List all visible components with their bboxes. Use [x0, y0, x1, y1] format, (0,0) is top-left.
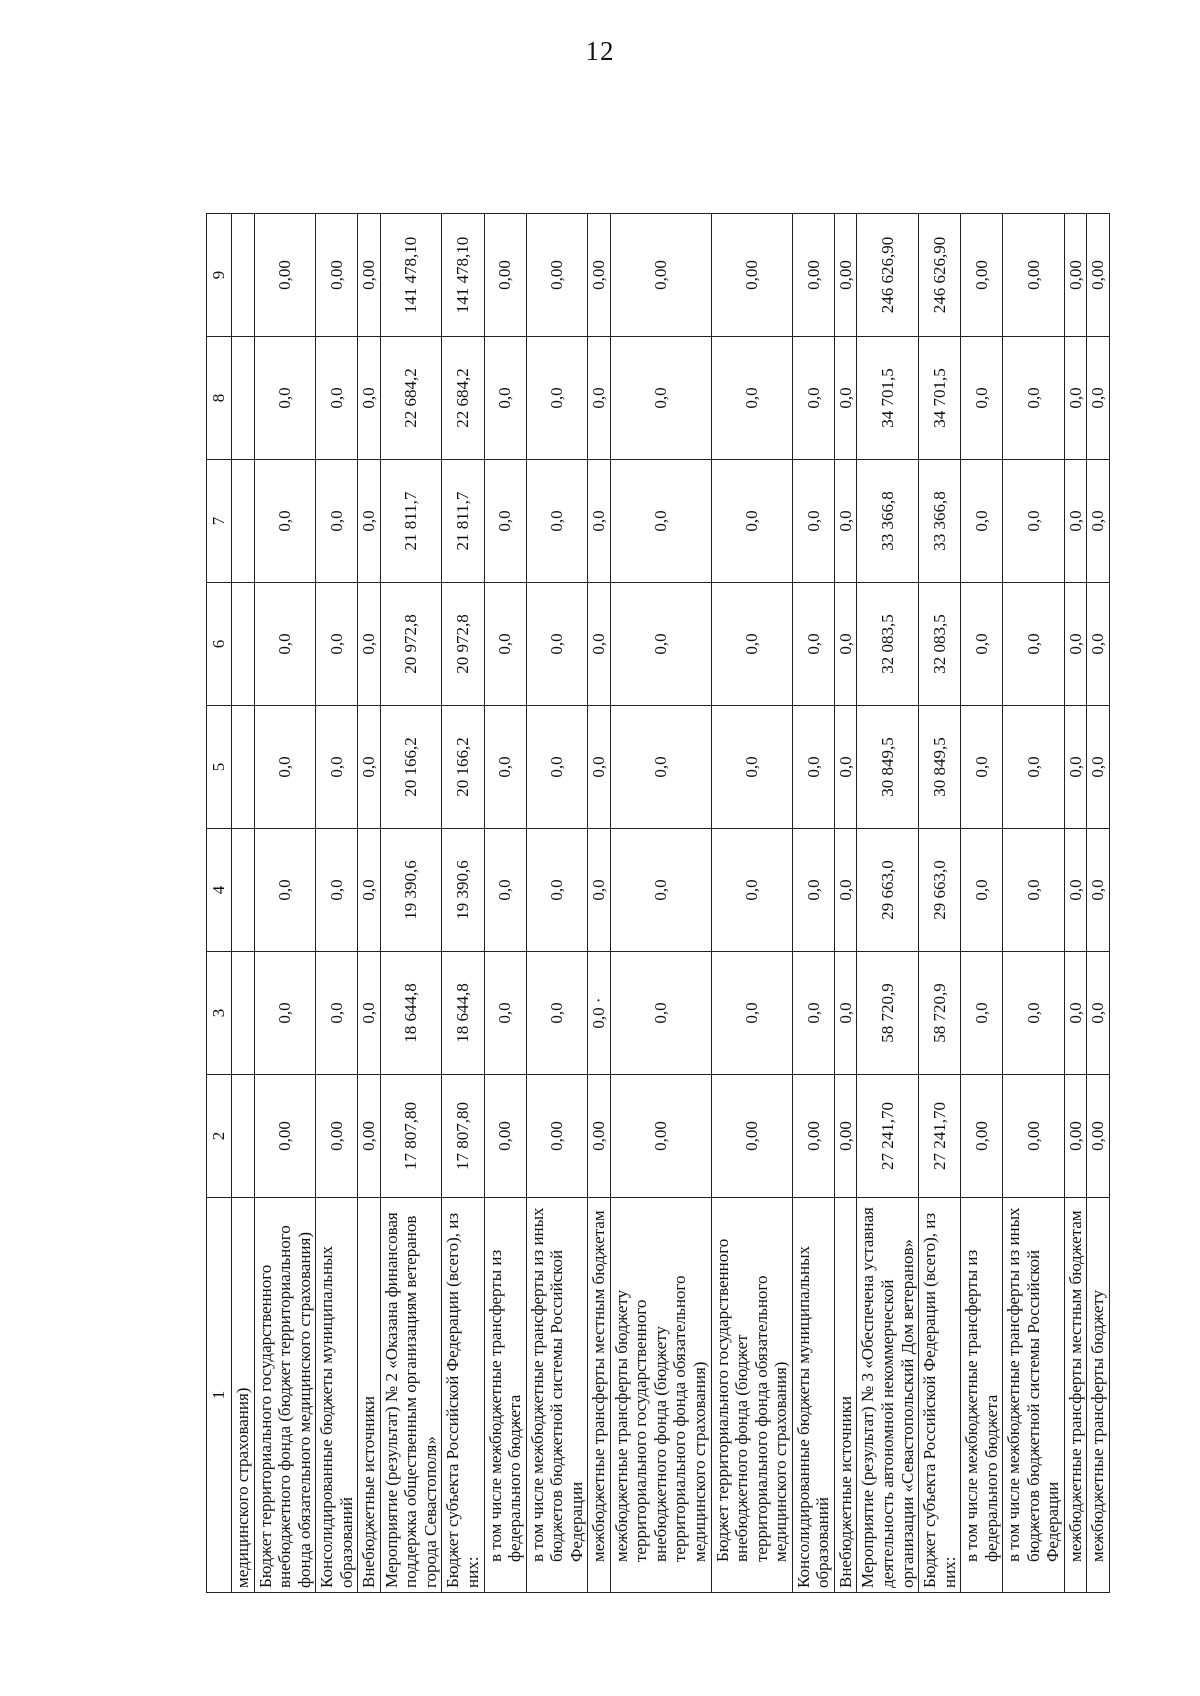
cell-value: 0,0: [254, 952, 316, 1075]
cell-value: 30 849,5: [857, 706, 919, 829]
cell-value: 0,00: [834, 214, 857, 337]
row-label: в том числе межбюджетные трансферты из иных бюджетов бюджетной системы Российской Федерации: [526, 1198, 588, 1593]
cell-value: 0,0: [254, 460, 316, 583]
cell-value: 0,00: [961, 214, 1003, 337]
rotated-table-area: [209, 203, 1200, 1588]
cell-value: 0,00: [358, 1075, 381, 1198]
row-label: Внебюджетные источники: [834, 1198, 857, 1593]
cell-value: 0,00: [1064, 1075, 1087, 1198]
row-label: Мероприятие (результат) № 3 «Обеспечена уставная деятельность автономной некоммерческой организации «Севастопольский Дом ветеранов»: [857, 1198, 919, 1593]
cell-value: 0,0: [358, 706, 381, 829]
cell-value: 0,0: [792, 706, 834, 829]
cell-value: 0,0: [1087, 706, 1110, 829]
cell-value: 0,00: [792, 214, 834, 337]
cell-value: 22 684,2: [380, 337, 442, 460]
header-row: [207, 214, 232, 1593]
cell-value: 141 478,10: [442, 214, 484, 337]
cell-value: 20 166,2: [380, 706, 442, 829]
row-label: Бюджет территориального государственного внебюджетного фонда (бюджет территориального фонда обязательного медицинского страхования): [711, 1198, 792, 1593]
cell-value: 0,0: [588, 706, 611, 829]
row-label: медицинского страхования): [232, 1198, 255, 1593]
row-label: Консолидированные бюджеты муниципальных образований: [316, 1198, 358, 1593]
cell-value: [232, 829, 255, 952]
cell-value: 0,0: [711, 337, 792, 460]
cell-value: 0,0: [358, 952, 381, 1075]
table-row: [484, 214, 526, 1593]
cell-value: 0,00: [316, 1075, 358, 1198]
cell-value: 0,0: [1003, 829, 1065, 952]
table-row: [442, 214, 484, 1593]
cell-value: 0,0: [1064, 460, 1087, 583]
cell-value: 21 811,7: [442, 460, 484, 583]
cell-value: 0,00: [1003, 1075, 1065, 1198]
column-header: 2: [207, 1075, 232, 1198]
cell-value: 27 241,70: [857, 1075, 919, 1198]
cell-value: 0,00: [1003, 214, 1065, 337]
cell-value: 0,0: [1003, 583, 1065, 706]
cell-value: 0,00: [792, 1075, 834, 1198]
cell-value: 0,00: [961, 1075, 1003, 1198]
cell-value: 0,0: [1087, 829, 1110, 952]
table-row: [961, 214, 1003, 1593]
cell-value: 17 807,80: [380, 1075, 442, 1198]
cell-value: 0,0: [961, 706, 1003, 829]
cell-value: 0,0: [1003, 952, 1065, 1075]
cell-value: 0,0: [610, 706, 711, 829]
row-label: в том числе межбюджетные трансферты из федерального бюджета: [484, 1198, 526, 1593]
cell-value: 246 626,90: [857, 214, 919, 337]
cell-value: 0,0: [1087, 337, 1110, 460]
table-row: [792, 214, 834, 1593]
cell-value: 0,0: [834, 337, 857, 460]
table-row: [1064, 214, 1087, 1593]
cell-value: 0,0: [1064, 583, 1087, 706]
cell-value: [232, 952, 255, 1075]
cell-value: [232, 460, 255, 583]
cell-value: 0,0: [834, 706, 857, 829]
cell-value: 0,00: [358, 214, 381, 337]
row-label: межбюджетные трансферты бюджету: [1087, 1198, 1110, 1593]
cell-value: 0,00: [588, 1075, 611, 1198]
cell-value: 32 083,5: [919, 583, 961, 706]
cell-value: 0,0: [1003, 706, 1065, 829]
cell-value: 0,0: [526, 952, 588, 1075]
row-label: Внебюджетные источники: [358, 1198, 381, 1593]
cell-value: 0,0: [610, 583, 711, 706]
cell-value: 0,0: [1064, 829, 1087, 952]
table-row: [526, 214, 588, 1593]
cell-value: 0,00: [526, 214, 588, 337]
cell-value: 0,0: [1003, 337, 1065, 460]
cell-value: 0,0: [711, 829, 792, 952]
cell-value: 0,0: [484, 706, 526, 829]
cell-value: 0,0: [254, 706, 316, 829]
cell-value: 141 478,10: [380, 214, 442, 337]
cell-value: 0,0: [711, 952, 792, 1075]
cell-value: 30 849,5: [919, 706, 961, 829]
table-row: [919, 214, 961, 1593]
cell-value: 0,0: [792, 583, 834, 706]
cell-value: 0,00: [610, 214, 711, 337]
row-label: Бюджет субъекта Российской Федерации (всего), из них:: [442, 1198, 484, 1593]
cell-value: 0,00: [484, 1075, 526, 1198]
cell-value: 0,0: [316, 706, 358, 829]
cell-value: 0,0: [961, 829, 1003, 952]
cell-value: 0,0: [834, 583, 857, 706]
cell-value: 0,00: [834, 1075, 857, 1198]
cell-value: 0,0: [254, 829, 316, 952]
cell-value: 0,0: [1064, 706, 1087, 829]
cell-value: [232, 1075, 255, 1198]
cell-value: 0,0: [711, 460, 792, 583]
cell-value: 0,0: [316, 583, 358, 706]
table-row: [380, 214, 442, 1593]
cell-value: 0,0: [961, 460, 1003, 583]
cell-value: 0,0: [484, 583, 526, 706]
cell-value: 20 972,8: [380, 583, 442, 706]
cell-value: 22 684,2: [442, 337, 484, 460]
cell-value: 0,00: [1087, 1075, 1110, 1198]
column-header: 7: [207, 460, 232, 583]
column-header: 4: [207, 829, 232, 952]
row-label: Консолидированные бюджеты муниципальных образований: [792, 1198, 834, 1593]
cell-value: 0,0 ·: [588, 952, 611, 1075]
cell-value: 18 644,8: [442, 952, 484, 1075]
table-row: [588, 214, 611, 1593]
cell-value: 0,0: [316, 460, 358, 583]
cell-value: 0,0: [526, 460, 588, 583]
cell-value: 0,00: [711, 1075, 792, 1198]
cell-value: 20 972,8: [442, 583, 484, 706]
table-row: [1003, 214, 1065, 1593]
cell-value: 0,0: [358, 460, 381, 583]
table-row: [316, 214, 358, 1593]
cell-value: 19 390,6: [380, 829, 442, 952]
table-body: [232, 214, 1110, 1593]
cell-value: 0,00: [254, 1075, 316, 1198]
cell-value: 0,0: [526, 583, 588, 706]
cell-value: 0,00: [526, 1075, 588, 1198]
cell-value: 0,0: [961, 583, 1003, 706]
column-header: 1: [207, 1198, 232, 1593]
row-label: межбюджетные трансферты местным бюджетам: [1064, 1198, 1087, 1593]
cell-value: 0,0: [316, 952, 358, 1075]
cell-value: 58 720,9: [857, 952, 919, 1075]
cell-value: 17 807,80: [442, 1075, 484, 1198]
cell-value: 34 701,5: [857, 337, 919, 460]
row-label: Мероприятие (результат) № 2 «Оказана финансовая поддержка общественным организациям ветеранов города Севастополя»: [380, 1198, 442, 1593]
cell-value: 0,00: [588, 214, 611, 337]
table-row: [254, 214, 316, 1593]
cell-value: 0,0: [254, 583, 316, 706]
cell-value: 0,0: [1087, 952, 1110, 1075]
cell-value: 0,0: [792, 952, 834, 1075]
cell-value: 0,0: [792, 337, 834, 460]
cell-value: 0,00: [316, 214, 358, 337]
cell-value: [232, 214, 255, 337]
table-row: [711, 214, 792, 1593]
cell-value: 20 166,2: [442, 706, 484, 829]
column-header: 9: [207, 214, 232, 337]
cell-value: 0,00: [610, 1075, 711, 1198]
cell-value: 0,0: [254, 337, 316, 460]
cell-value: 19 390,6: [442, 829, 484, 952]
cell-value: 0,0: [610, 952, 711, 1075]
cell-value: 27 241,70: [919, 1075, 961, 1198]
page-number: 12: [585, 36, 615, 66]
column-header: 5: [207, 706, 232, 829]
cell-value: 29 663,0: [919, 829, 961, 952]
cell-value: 58 720,9: [919, 952, 961, 1075]
cell-value: 0,0: [1087, 460, 1110, 583]
cell-value: 0,0: [316, 337, 358, 460]
cell-value: 0,0: [834, 460, 857, 583]
table-row: [857, 214, 919, 1593]
cell-value: 0,0: [961, 337, 1003, 460]
cell-value: 21 811,7: [380, 460, 442, 583]
cell-value: 0,0: [1003, 460, 1065, 583]
table-row: [834, 214, 857, 1593]
cell-value: 34 701,5: [919, 337, 961, 460]
column-header: 3: [207, 952, 232, 1075]
table-row: [232, 214, 255, 1593]
cell-value: 246 626,90: [919, 214, 961, 337]
cell-value: 0,0: [1064, 337, 1087, 460]
column-header: 8: [207, 337, 232, 460]
row-label: Бюджет территориального государственного внебюджетного фонда (бюджет территориального фонда обязательного медицинского страхования): [254, 1198, 316, 1593]
cell-value: 0,0: [610, 460, 711, 583]
table-row: [1087, 214, 1110, 1593]
cell-value: 0,00: [1064, 214, 1087, 337]
cell-value: 33 366,8: [857, 460, 919, 583]
table-row: [358, 214, 381, 1593]
cell-value: 0,0: [588, 583, 611, 706]
cell-value: 0,0: [1087, 583, 1110, 706]
cell-value: 0,0: [711, 583, 792, 706]
cell-value: 0,0: [316, 829, 358, 952]
cell-value: 29 663,0: [857, 829, 919, 952]
table-row: [610, 214, 711, 1593]
cell-value: 0,0: [358, 583, 381, 706]
row-label: межбюджетные трансферты бюджету территориального государственного внебюджетного фонда (бюджету территориального фонда обязательного медицинского страхования): [610, 1198, 711, 1593]
cell-value: [232, 706, 255, 829]
cell-value: 0,0: [610, 337, 711, 460]
cell-value: 0,0: [961, 952, 1003, 1075]
cell-value: 0,0: [792, 460, 834, 583]
cell-value: 0,0: [588, 460, 611, 583]
cell-value: 0,0: [834, 829, 857, 952]
row-label: в том числе межбюджетные трансферты из иных бюджетов бюджетной системы Российской Федерации: [1003, 1198, 1065, 1593]
cell-value: 0,0: [358, 337, 381, 460]
cell-value: 0,0: [358, 829, 381, 952]
cell-value: 0,0: [484, 829, 526, 952]
cell-value: 0,0: [526, 706, 588, 829]
cell-value: 0,0: [711, 706, 792, 829]
cell-value: 0,0: [484, 952, 526, 1075]
cell-value: 33 366,8: [919, 460, 961, 583]
cell-value: 0,00: [254, 214, 316, 337]
row-label: межбюджетные трансферты местным бюджетам: [588, 1198, 611, 1593]
cell-value: [232, 337, 255, 460]
row-label: в том числе межбюджетные трансферты из федерального бюджета: [961, 1198, 1003, 1593]
cell-value: 0,00: [711, 214, 792, 337]
column-header: 6: [207, 583, 232, 706]
cell-value: 0,00: [1087, 214, 1110, 337]
cell-value: 0,0: [484, 337, 526, 460]
row-label: Бюджет субъекта Российской Федерации (всего), из них:: [919, 1198, 961, 1593]
cell-value: 18 644,8: [380, 952, 442, 1075]
cell-value: 0,0: [484, 460, 526, 583]
cell-value: 0,0: [526, 829, 588, 952]
cell-value: 0,0: [588, 337, 611, 460]
cell-value: 0,0: [526, 337, 588, 460]
cell-value: 0,0: [834, 952, 857, 1075]
cell-value: 0,0: [792, 829, 834, 952]
cell-value: 0,00: [484, 214, 526, 337]
cell-value: 0,0: [1064, 952, 1087, 1075]
cell-value: [232, 583, 255, 706]
cell-value: 0,0: [588, 829, 611, 952]
cell-value: 0,0: [610, 829, 711, 952]
rotated-content: [206, 213, 1126, 1593]
cell-value: 32 083,5: [857, 583, 919, 706]
budget-table: [206, 213, 1110, 1593]
